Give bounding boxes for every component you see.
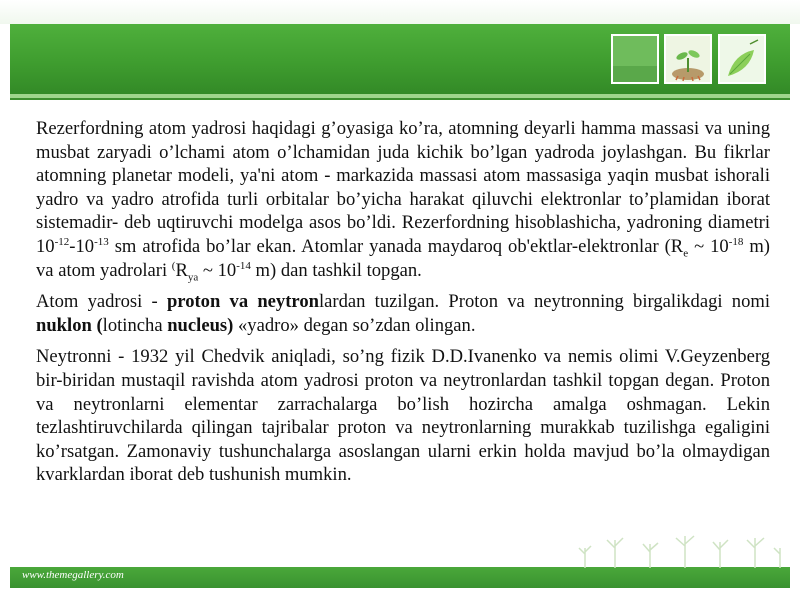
paragraph-neutron: Neytronni - 1932 yil Chedvik aniqladi, so’ng fizik D.D.Ivanenko va nemis olimi V.Geyzenberg bir-biridan mustaqil ravishda atom yadrosi proton va neytronlardan tashkil topgan degan. Proton va neytronlarni elementar zarrachalarga bo’lish hozircha amalga oshmagan. Lekin tezlashtiruvchilarda qilingan tajribalar proton va neytronlarning murakkab tuzilishga egaligini ko’rsatgan. Zamonaviy tushunchalarga asoslangan ularni erkin holda mavjud bo’la olmaydigan kvarklardan iborat deb tushunish mumkin. <box>36 346 770 486</box>
header-thumbnail-sprout <box>664 34 712 84</box>
header-thumbnail-green <box>611 34 659 84</box>
green-tile-icon <box>613 36 657 82</box>
footer-band <box>10 567 790 588</box>
footer-url[interactable]: www.themegallery.com <box>22 569 124 581</box>
header-top-strip <box>0 0 800 24</box>
header-divider-dark <box>10 98 790 100</box>
slide-body <box>36 117 770 495</box>
paragraph-nucleon: Atom yadrosi - proton va neytronlardan tuzilgan. Proton va neytronning birgalikdagi nomi nuklon (lotincha nucleus) «yadro» degan so’zdan olingan. <box>36 291 770 336</box>
sprout-icon <box>666 36 710 82</box>
paragraph-rutherford: Rezerfordning atom yadrosi haqidagi g’oyasiga ko’ra, atomning deyarli hamma massasi va uning musbat zaryadi o’lchami atom o’lchamidan juda kichik bo’lgan yadroda joylashgan. Bu fikrlar atomning planetar modeli, ya'ni atom - markazida massasi atom massasiga yaqin musbat ishorali yadro va yadro atrofida turli orbitalar bo’yicha harakat qiluvchi elektronlar to’plamidan iborat sistemadir- deb uqtiruvchi modelga asos bo’ldi. Rezerfordning hisoblashicha, yadroning diametri $10^{-12}-10^{-13}$ sm atrofida bo’lar ekan. Atomlar yanada maydaroq ob'ektlar-elektronlar ($R_e$ ~ $10^{-18}$ m) va atom yadrolari $^(R_{ya}$ ~ $10^{-14}$ m) dan tashkil topgan. <box>36 118 770 284</box>
header-thumbnail-leaf <box>718 34 766 84</box>
plants-decoration-icon <box>575 518 790 568</box>
leaf-icon <box>720 36 764 82</box>
